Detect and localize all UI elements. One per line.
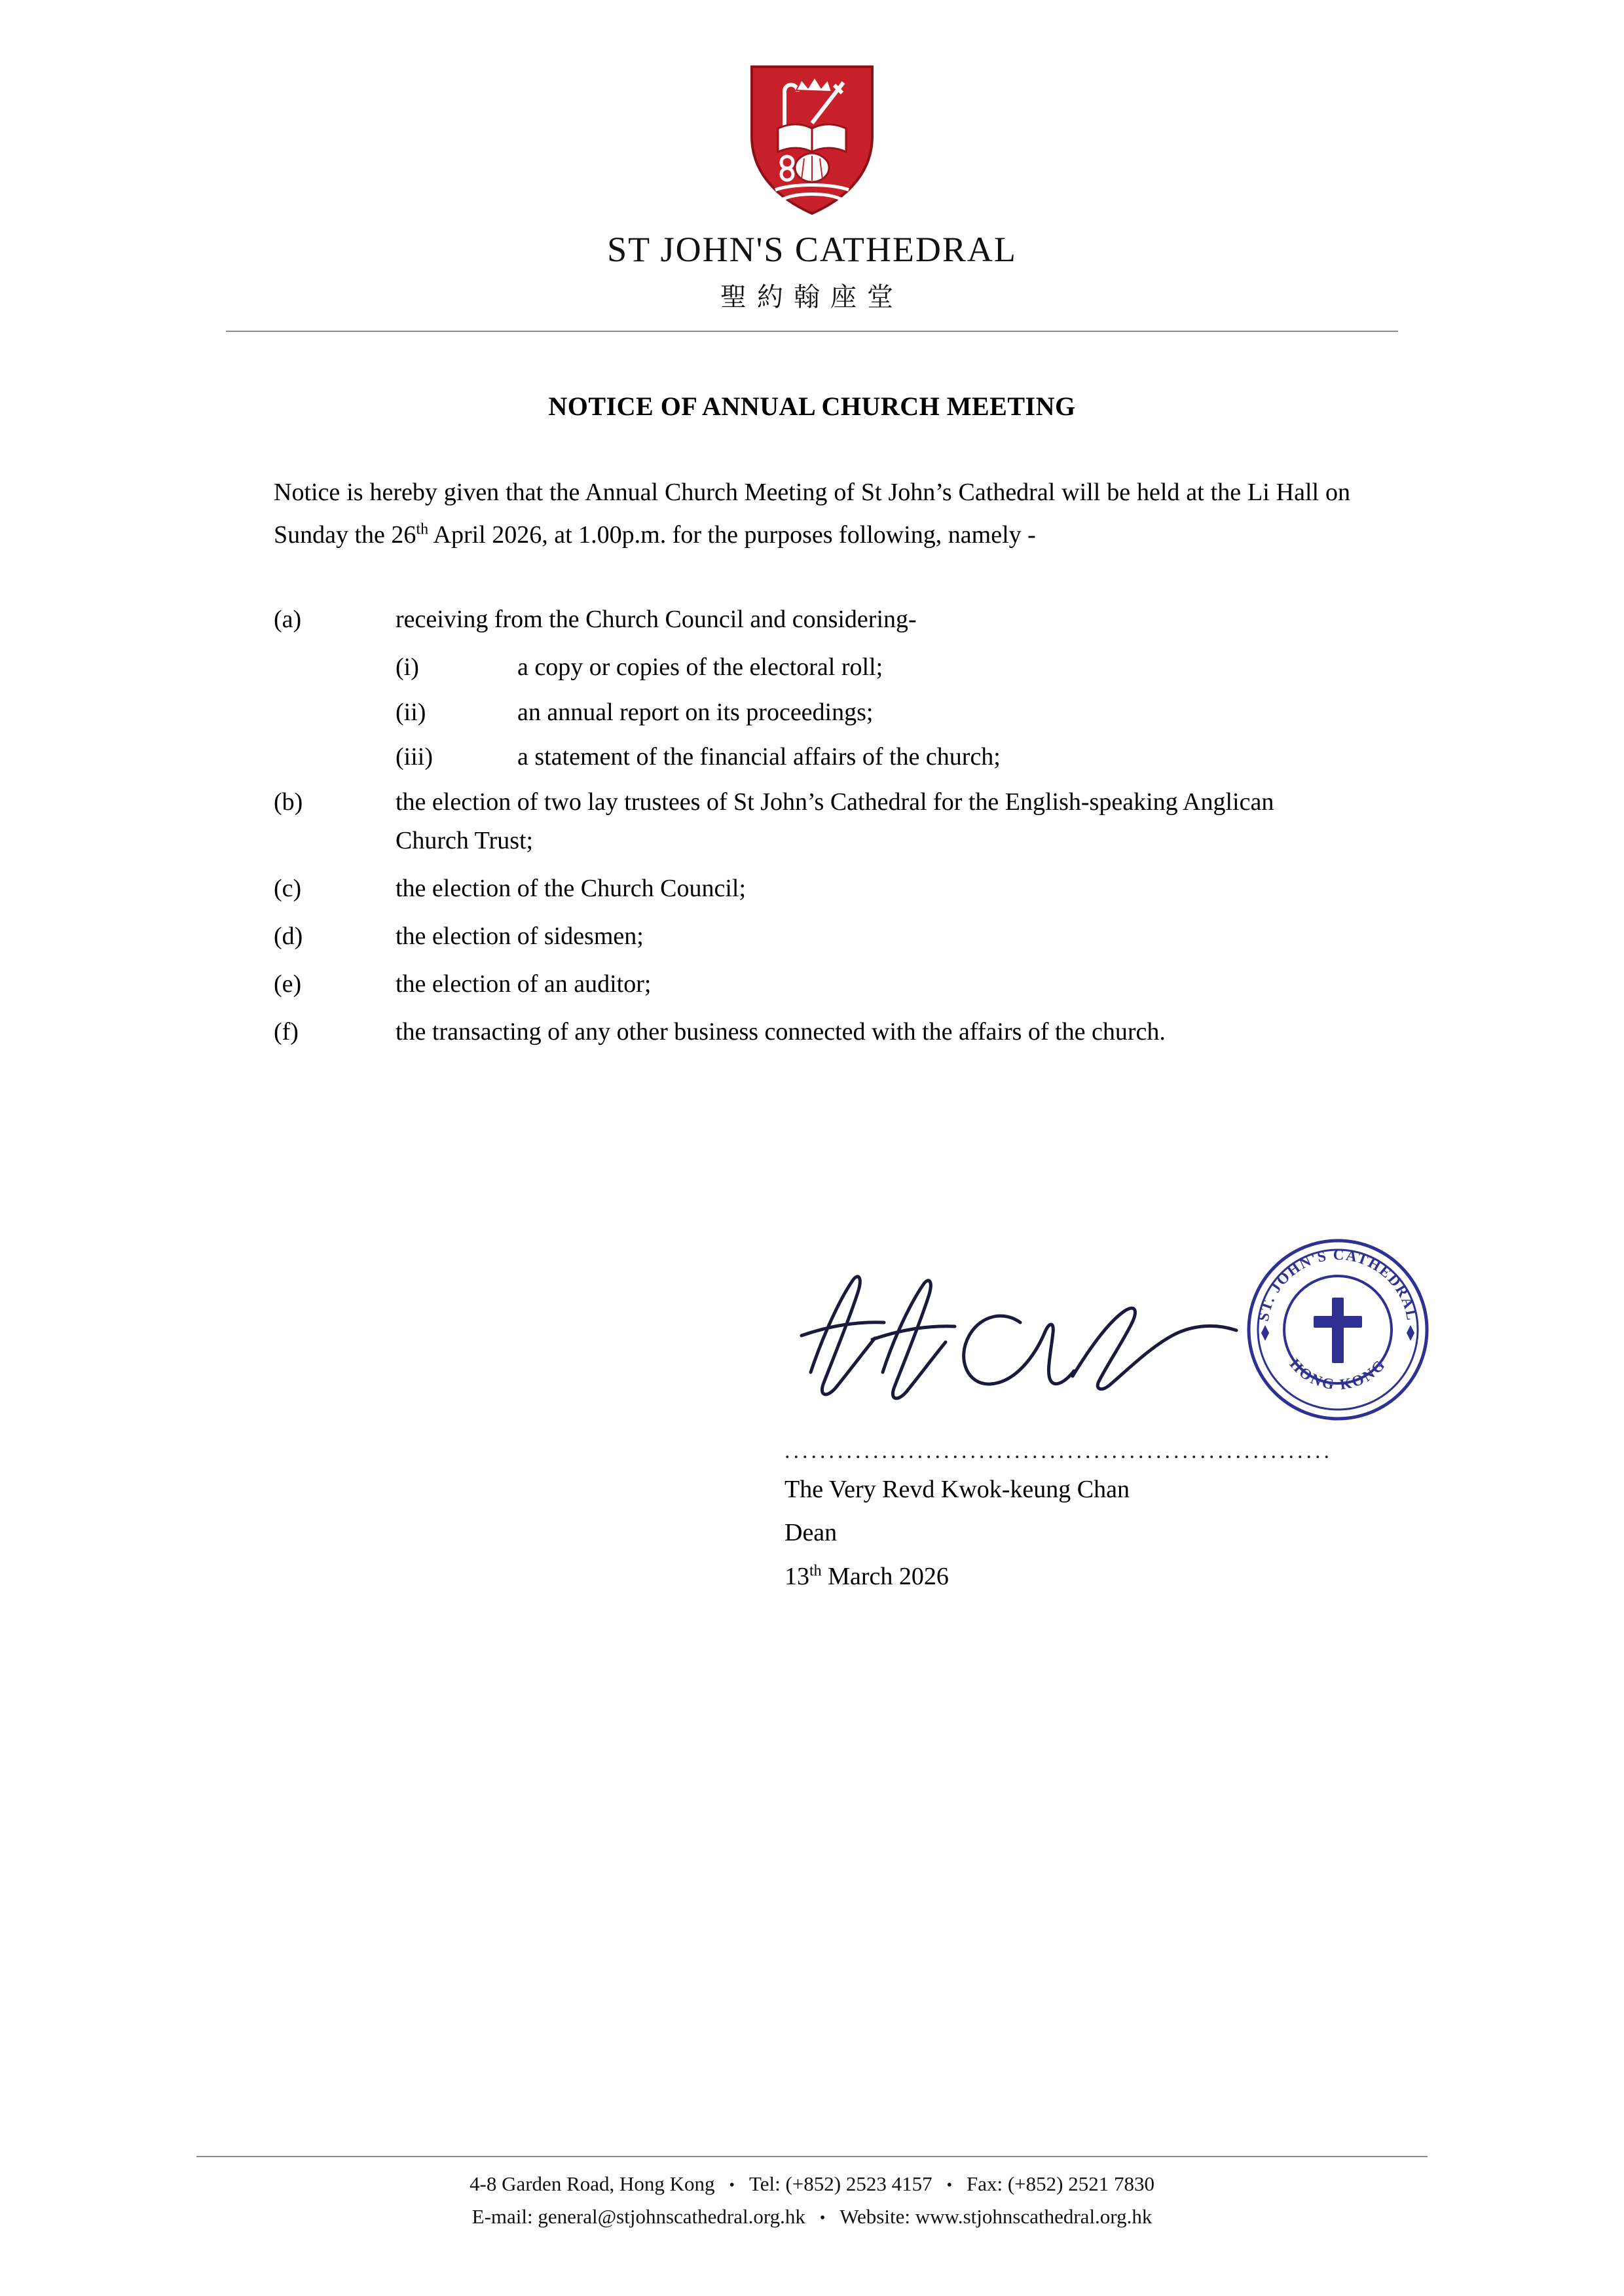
list-item: [274, 783, 1350, 860]
signature-date-day: 13: [784, 1562, 809, 1590]
list-item: [274, 648, 1350, 687]
footer-contact-line-1: [0, 2168, 1624, 2200]
list-item: [274, 869, 1350, 908]
signatory-role: Dean: [784, 1519, 838, 1547]
intro-ordinal-suffix: th: [416, 520, 429, 538]
list-item-label: (ii): [396, 698, 426, 726]
footer-divider: [196, 2156, 1428, 2157]
signatory-name: The Very Revd Kwok-keung Chan: [784, 1475, 1130, 1503]
list-item-text: the transacting of any other business connected with the affairs of the church.: [396, 1017, 1166, 1046]
footer-separator-icon: •: [819, 2210, 826, 2227]
list-item-text: a copy or copies of the electoral roll;: [517, 653, 883, 681]
signatory-details: [784, 1468, 1130, 1599]
list-item: [274, 965, 1350, 1004]
footer-fax: Fax: (+852) 2521 7830: [966, 2172, 1154, 2195]
svg-text:ST. JOHN'S CATHEDRAL: ST. JOHN'S CATHEDRAL: [1255, 1246, 1421, 1322]
signature-date-ordinal: th: [809, 1561, 822, 1579]
list-item: [274, 693, 1350, 732]
signature-date-rest: March 2026: [821, 1562, 949, 1590]
organization-name-en: ST JOHN'S CATHEDRAL: [607, 230, 1017, 269]
footer-contact-line-2: [0, 2200, 1624, 2233]
list-item-label: (e): [274, 970, 302, 998]
document-body: [0, 391, 1624, 1614]
footer-separator-icon: •: [946, 2177, 952, 2195]
list-item-text: the election of the Church Council;: [396, 875, 747, 903]
list-item-text: the election of sidesmen;: [396, 922, 644, 950]
intro-text-part1: Notice is hereby given that the Annual Church Meeting of St John’s Cathedral will be held at the Li Hall on Sunday the 26: [274, 479, 1350, 549]
list-item: [274, 1013, 1350, 1051]
footer-address: 4-8 Garden Road, Hong Kong: [470, 2172, 715, 2195]
intro-paragraph: [274, 471, 1350, 557]
list-item-text: the election of two lay trustees of St John’s Cathedral for the English-speaking Anglican Church Trust;: [396, 788, 1274, 855]
svg-text:HONG KONG: HONG KONG: [1286, 1355, 1390, 1393]
list-item-text: the election of an auditor;: [396, 970, 652, 998]
list-item-label: (iii): [396, 743, 433, 771]
list-item: [274, 738, 1350, 776]
footer-email: E-mail: general@stjohnscathedral.org.hk: [471, 2204, 805, 2228]
footer-telephone: Tel: (+852) 2523 4157: [748, 2172, 932, 2195]
agenda-list: [274, 600, 1350, 1051]
signature-dotted-line: ..............................................................: [784, 1438, 1333, 1463]
list-item-label: (f): [274, 1017, 299, 1046]
header-divider: [226, 331, 1398, 332]
list-item-text: a statement of the financial affairs of the church;: [517, 743, 1001, 771]
intro-text-part2: April 2026, at 1.00p.m. for the purposes following, namely -: [428, 521, 1036, 549]
page-title: NOTICE OF ANNUAL CHURCH MEETING: [548, 392, 1076, 421]
list-item-text: an annual report on its proceedings;: [517, 698, 874, 726]
footer-website: Website: www.stjohnscathedral.org.hk: [840, 2204, 1153, 2228]
page-footer: [0, 2156, 1624, 2233]
shield-crest-icon: [747, 63, 877, 217]
list-item-label: (c): [274, 875, 302, 903]
list-item-label: (b): [274, 788, 303, 816]
list-item-label: (d): [274, 922, 303, 950]
signature-date: [784, 1555, 1130, 1599]
list-item: [274, 600, 1350, 639]
footer-separator-icon: •: [729, 2177, 735, 2195]
letterhead: [0, 0, 1624, 332]
list-item-text: receiving from the Church Council and considering-: [396, 605, 917, 633]
list-item-label: (i): [396, 653, 419, 681]
handwritten-signature-icon: [784, 1254, 1256, 1425]
organization-name-zh: 聖約翰座堂: [720, 282, 904, 312]
official-seal-stamp-icon: [1243, 1235, 1433, 1425]
list-item: [274, 917, 1350, 956]
list-item-label: (a): [274, 605, 302, 633]
signature-block: [274, 1246, 1421, 1614]
